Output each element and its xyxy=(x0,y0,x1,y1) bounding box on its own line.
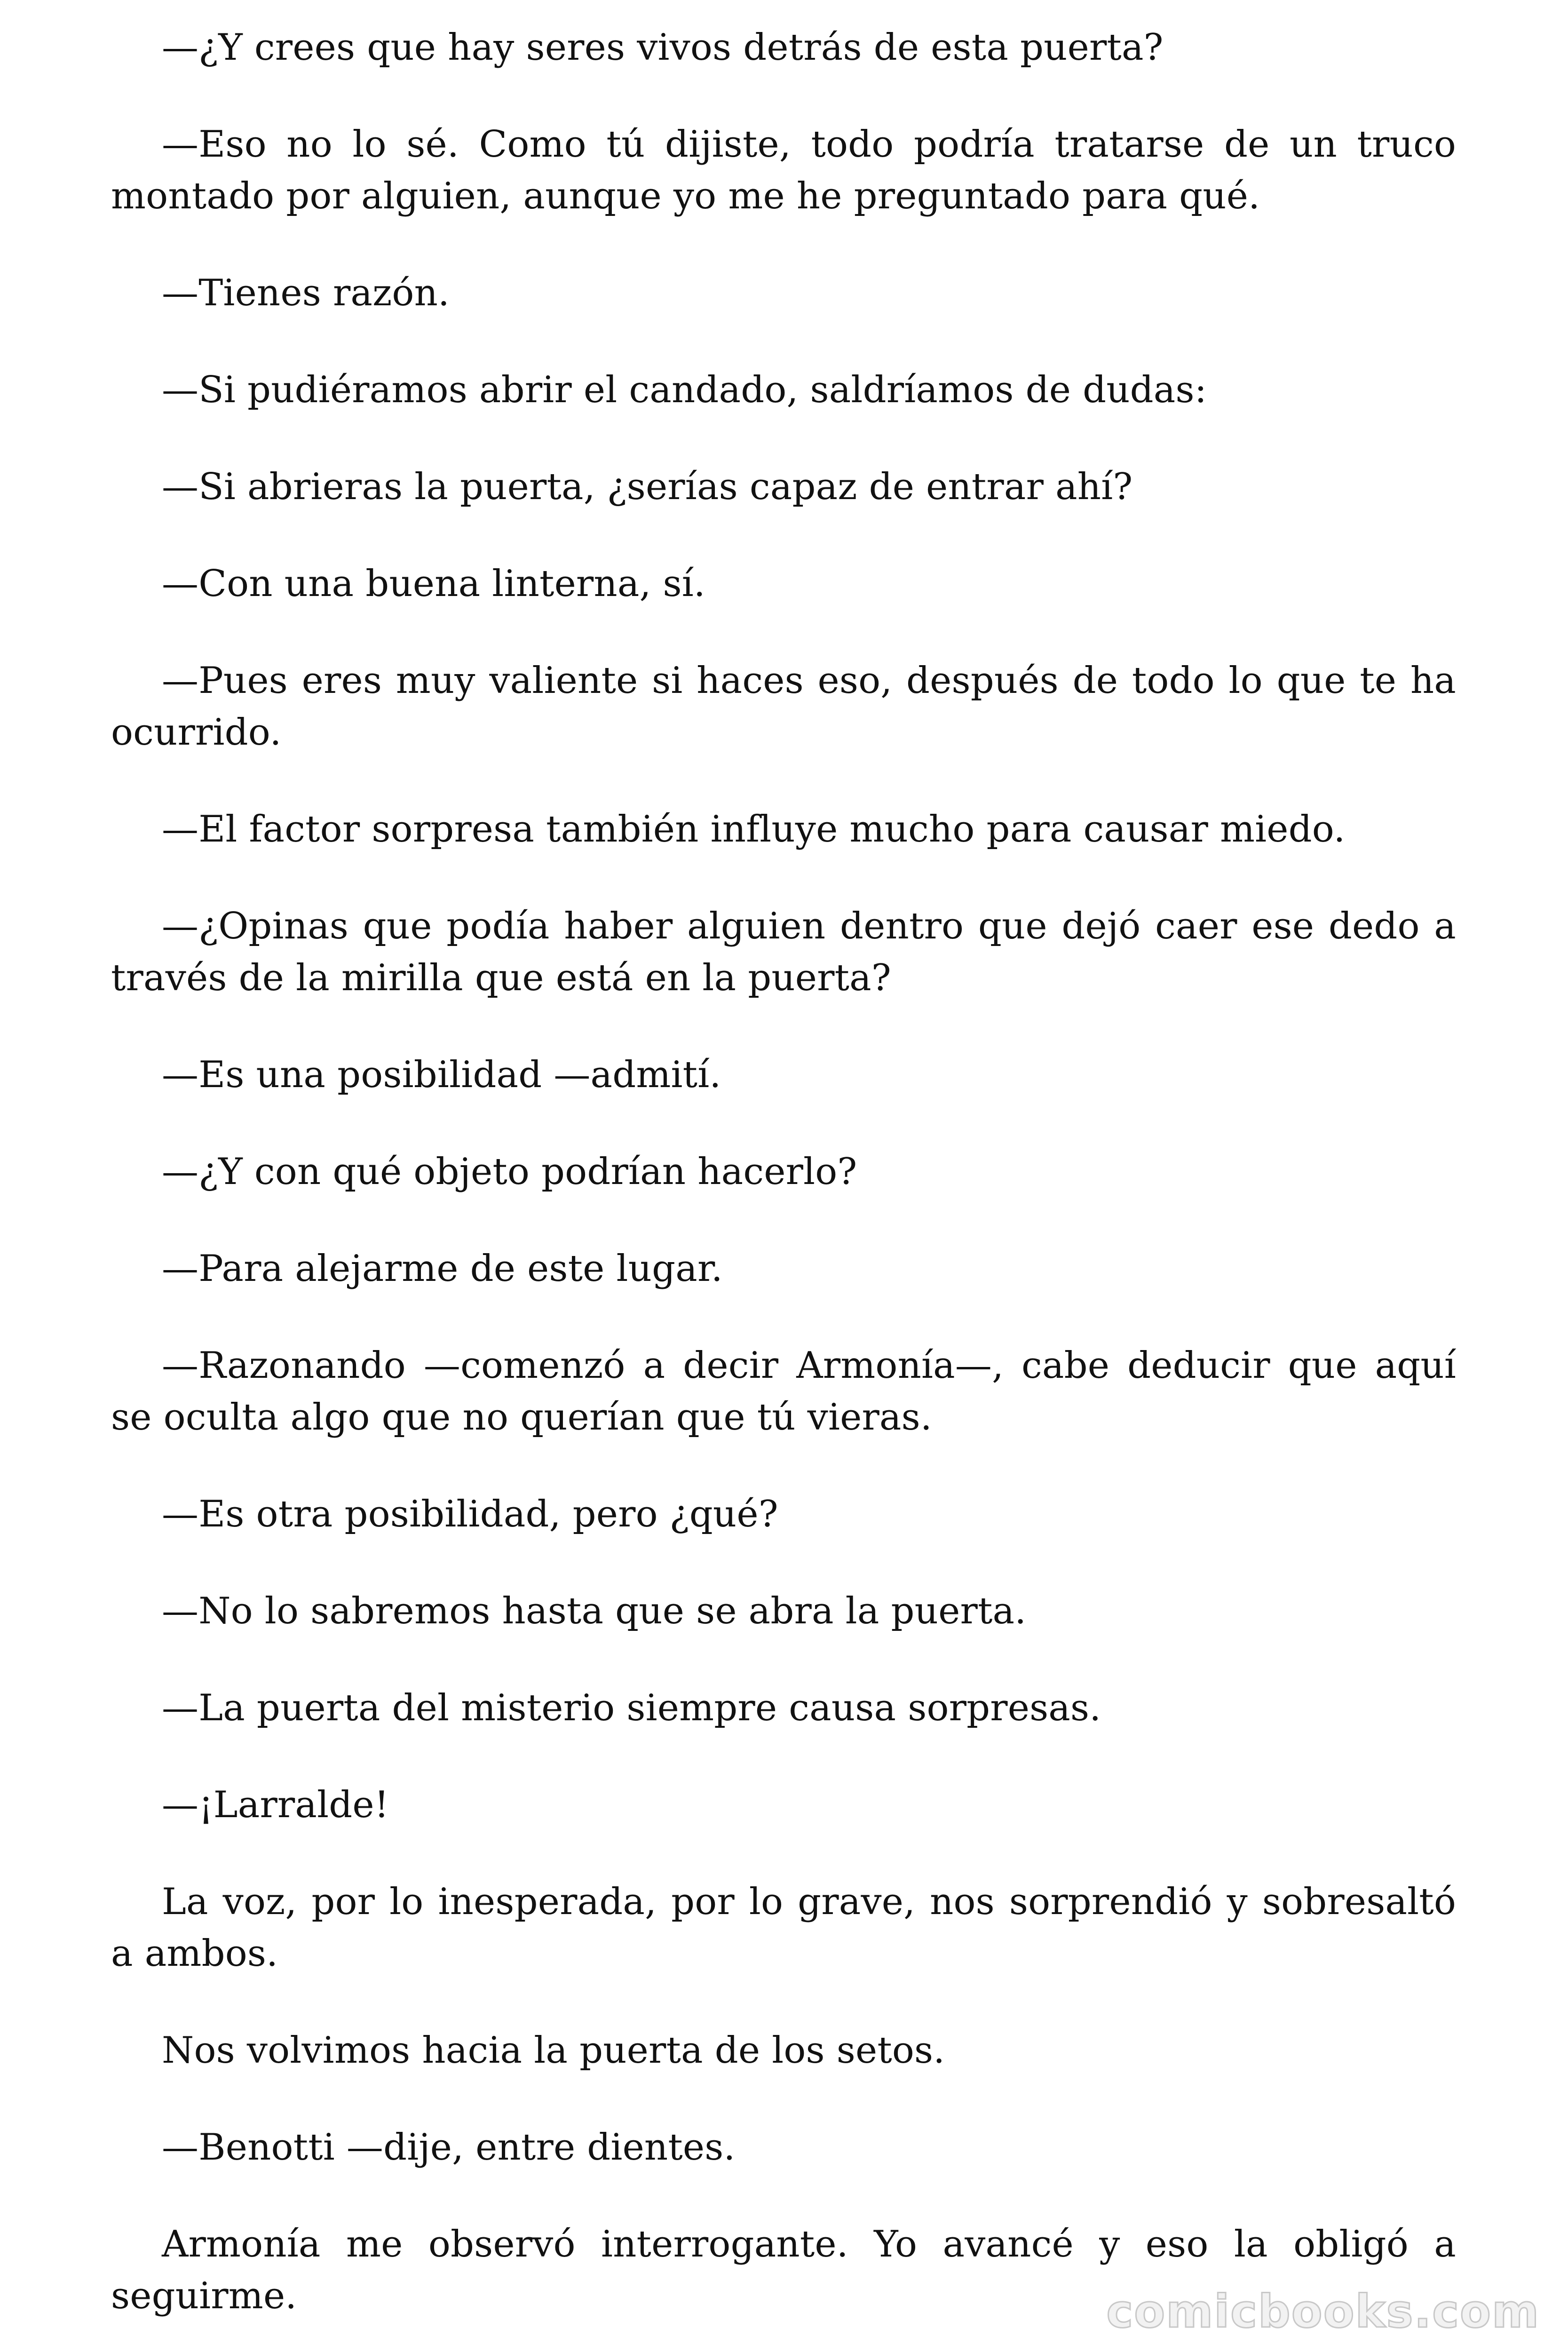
page-body xyxy=(111,22,1456,2352)
paragraph: La voz, por lo inesperada, por lo grave, nos sorprendió y sobresaltó a ambos. xyxy=(111,1881,1456,1975)
paragraph: —Si pudiéramos abrir el candado, saldríamos de dudas: xyxy=(162,369,1207,411)
paragraph: —Benotti —dije, entre dientes. xyxy=(162,2126,736,2169)
paragraph: Nos volvimos hacia la puerta de los setos. xyxy=(162,2029,945,2072)
paragraph: —¡Larralde! xyxy=(162,1784,389,1826)
paragraph: —No lo sabremos hasta que se abra la puerta. xyxy=(162,1590,1027,1632)
paragraph: —Con una buena linterna, sí. xyxy=(162,563,705,605)
paragraph: —El factor sorpresa también influye mucho para causar miedo. xyxy=(162,808,1346,850)
paragraph: —¿Y con qué objeto podrían hacerlo? xyxy=(162,1151,857,1193)
watermark: comicbooks.com xyxy=(1106,2285,1540,2338)
paragraph: —¿Y crees que hay seres vivos detrás de esta puerta? xyxy=(162,26,1164,69)
paragraph: —Tienes razón. xyxy=(162,272,450,314)
paragraph: —Es una posibilidad —admití. xyxy=(162,1054,721,1096)
paragraph: —Pues eres muy valiente si haces eso, después de todo lo que te ha ocurrido. xyxy=(111,660,1456,754)
paragraph: —Razonando —comenzó a decir Armonía—, cabe deducir que aquí se oculta algo que no querían que tú vieras. xyxy=(111,1344,1456,1438)
paragraph: —Es otra posibilidad, pero ¿qué? xyxy=(162,1493,778,1535)
paragraph: —Para alejarme de este lugar. xyxy=(162,1248,723,1290)
paragraph: —Si abrieras la puerta, ¿serías capaz de entrar ahí? xyxy=(162,466,1133,508)
paragraph: —La puerta del misterio siempre causa sorpresas. xyxy=(162,1687,1101,1729)
paragraph: —Eso no lo sé. Como tú dijiste, todo podría tratarse de un truco montado por alguien, aunque yo me he preguntado para qué. xyxy=(111,123,1456,217)
paragraph: Armonía me observó interrogante. Yo avancé y eso la obligó a seguirme. xyxy=(111,2223,1456,2317)
paragraph: —¿Opinas que podía haber alguien dentro que dejó caer ese dedo a través de la mirilla que está en la puerta? xyxy=(111,905,1456,999)
